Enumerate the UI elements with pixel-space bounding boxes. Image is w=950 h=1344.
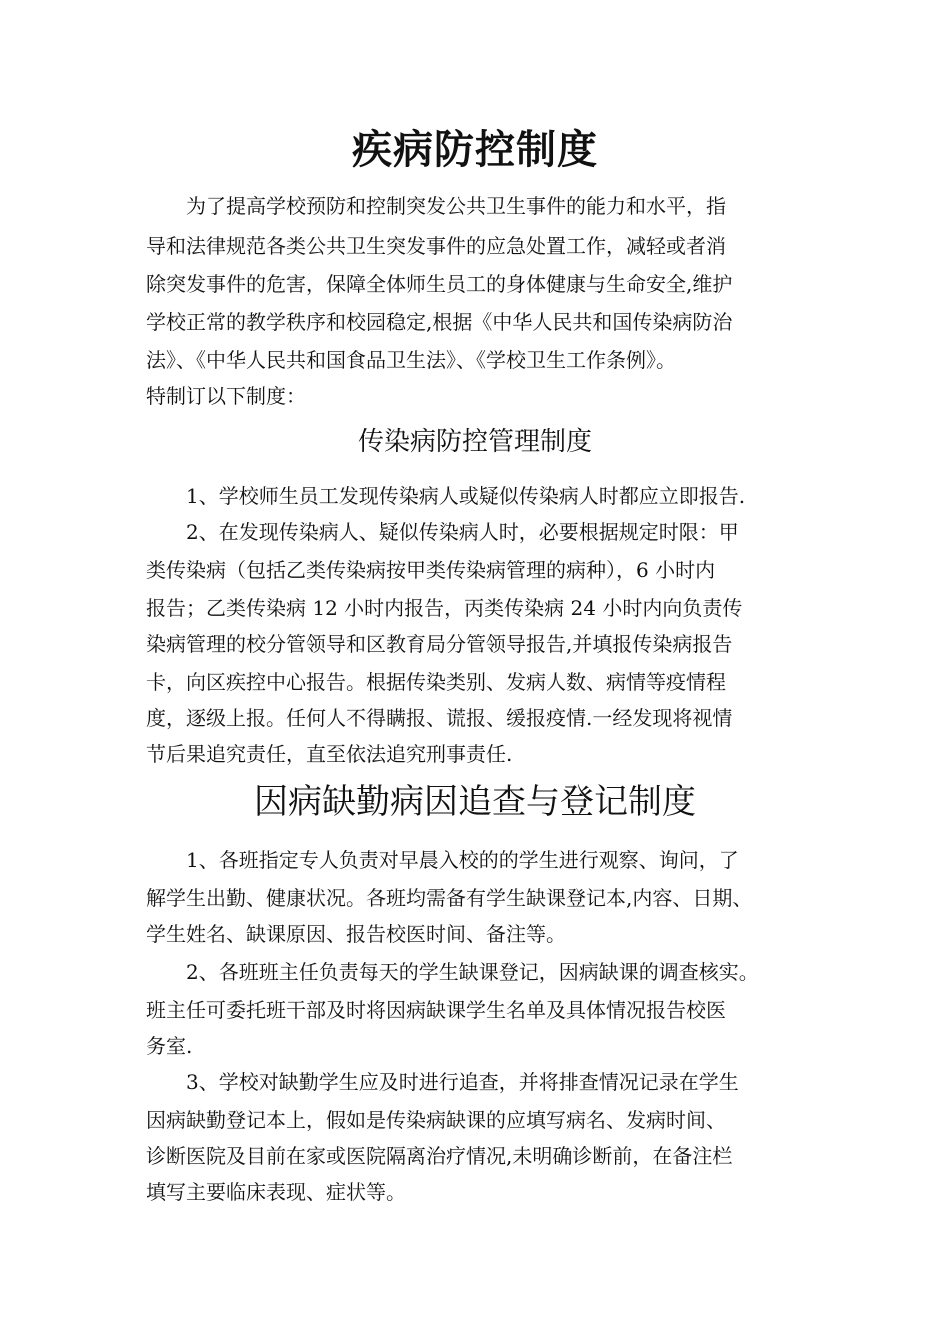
section1-line: 2、在发现传染病人、疑似传染病人时，必要根据规定时限：甲 — [186, 520, 739, 544]
section2-line: 务室. — [146, 1034, 193, 1058]
section1-line: 节后果追究责任，直至依法追究刑事责任. — [146, 742, 513, 766]
section2-line: 因病缺勤登记本上，假如是传染病缺课的应填写病名、发病时间、 — [146, 1108, 726, 1132]
section2-line: 填写主要临床表现、症状等。 — [146, 1180, 406, 1204]
intro-line: 除突发事件的危害，保障全体师生员工的身体健康与生命安全,维护 — [146, 272, 733, 296]
section2-line: 学生姓名、缺课原因、报告校医时间、备注等。 — [146, 922, 566, 946]
page-title: 疾病防控制度 — [352, 127, 598, 173]
section2-line: 解学生出勤、健康状况。各班均需备有学生缺课登记本,内容、日期、 — [146, 886, 753, 910]
section1-line: 卡，向区疾控中心报告。根据传染类别、发病人数、病情等疫情程 — [146, 670, 726, 694]
section1-line: 1、学校师生员工发现传染病人或疑似传染病人时都应立即报告. — [186, 484, 746, 508]
section1-line: 类传染病（包括乙类传染病按甲类传染病管理的病种），6 小时内 — [146, 558, 716, 582]
section2-line: 1、各班指定专人负责对早晨入校的的学生进行观察、询问，了 — [186, 848, 739, 872]
section2-line: 2、各班班主任负责每天的学生缺课登记，因病缺课的调查核实。 — [186, 960, 759, 984]
section-title-infectious-disease: 传染病防控管理制度 — [357, 427, 592, 457]
section2-line: 班主任可委托班干部及时将因病缺课学生名单及具体情况报告校医 — [146, 998, 726, 1022]
section2-line: 3、学校对缺勤学生应及时进行追查，并将排查情况记录在学生 — [186, 1070, 739, 1094]
intro-line: 学校正常的教学秩序和校园稳定,根据《中华人民共和国传染病防治 — [146, 310, 733, 334]
intro-line: 为了提高学校预防和控制突发公共卫生事件的能力和水平，指 — [186, 194, 726, 218]
intro-line: 特制订以下制度： — [146, 384, 306, 408]
section1-line: 报告；乙类传染病 12 小时内报告，丙类传染病 24 小时内向负责传 — [146, 596, 743, 620]
intro-line: 法》、《中华人民共和国食品卫生法》、《学校卫生工作条例》。 — [146, 348, 676, 372]
intro-line: 导和法律规范各类公共卫生突发事件的应急处置工作，减轻或者消 — [146, 234, 726, 258]
section-title-absence-tracking: 因病缺勤病因追查与登记制度 — [254, 782, 696, 822]
section2-line: 诊断医院及目前在家或医院隔离治疗情况,未明确诊断前，在备注栏 — [146, 1144, 733, 1168]
section1-line: 度，逐级上报。任何人不得瞒报、谎报、缓报疫情.一经发现将视情 — [146, 706, 733, 730]
section1-line: 染病管理的校分管领导和区教育局分管领导报告,并填报传染病报告 — [146, 632, 733, 656]
